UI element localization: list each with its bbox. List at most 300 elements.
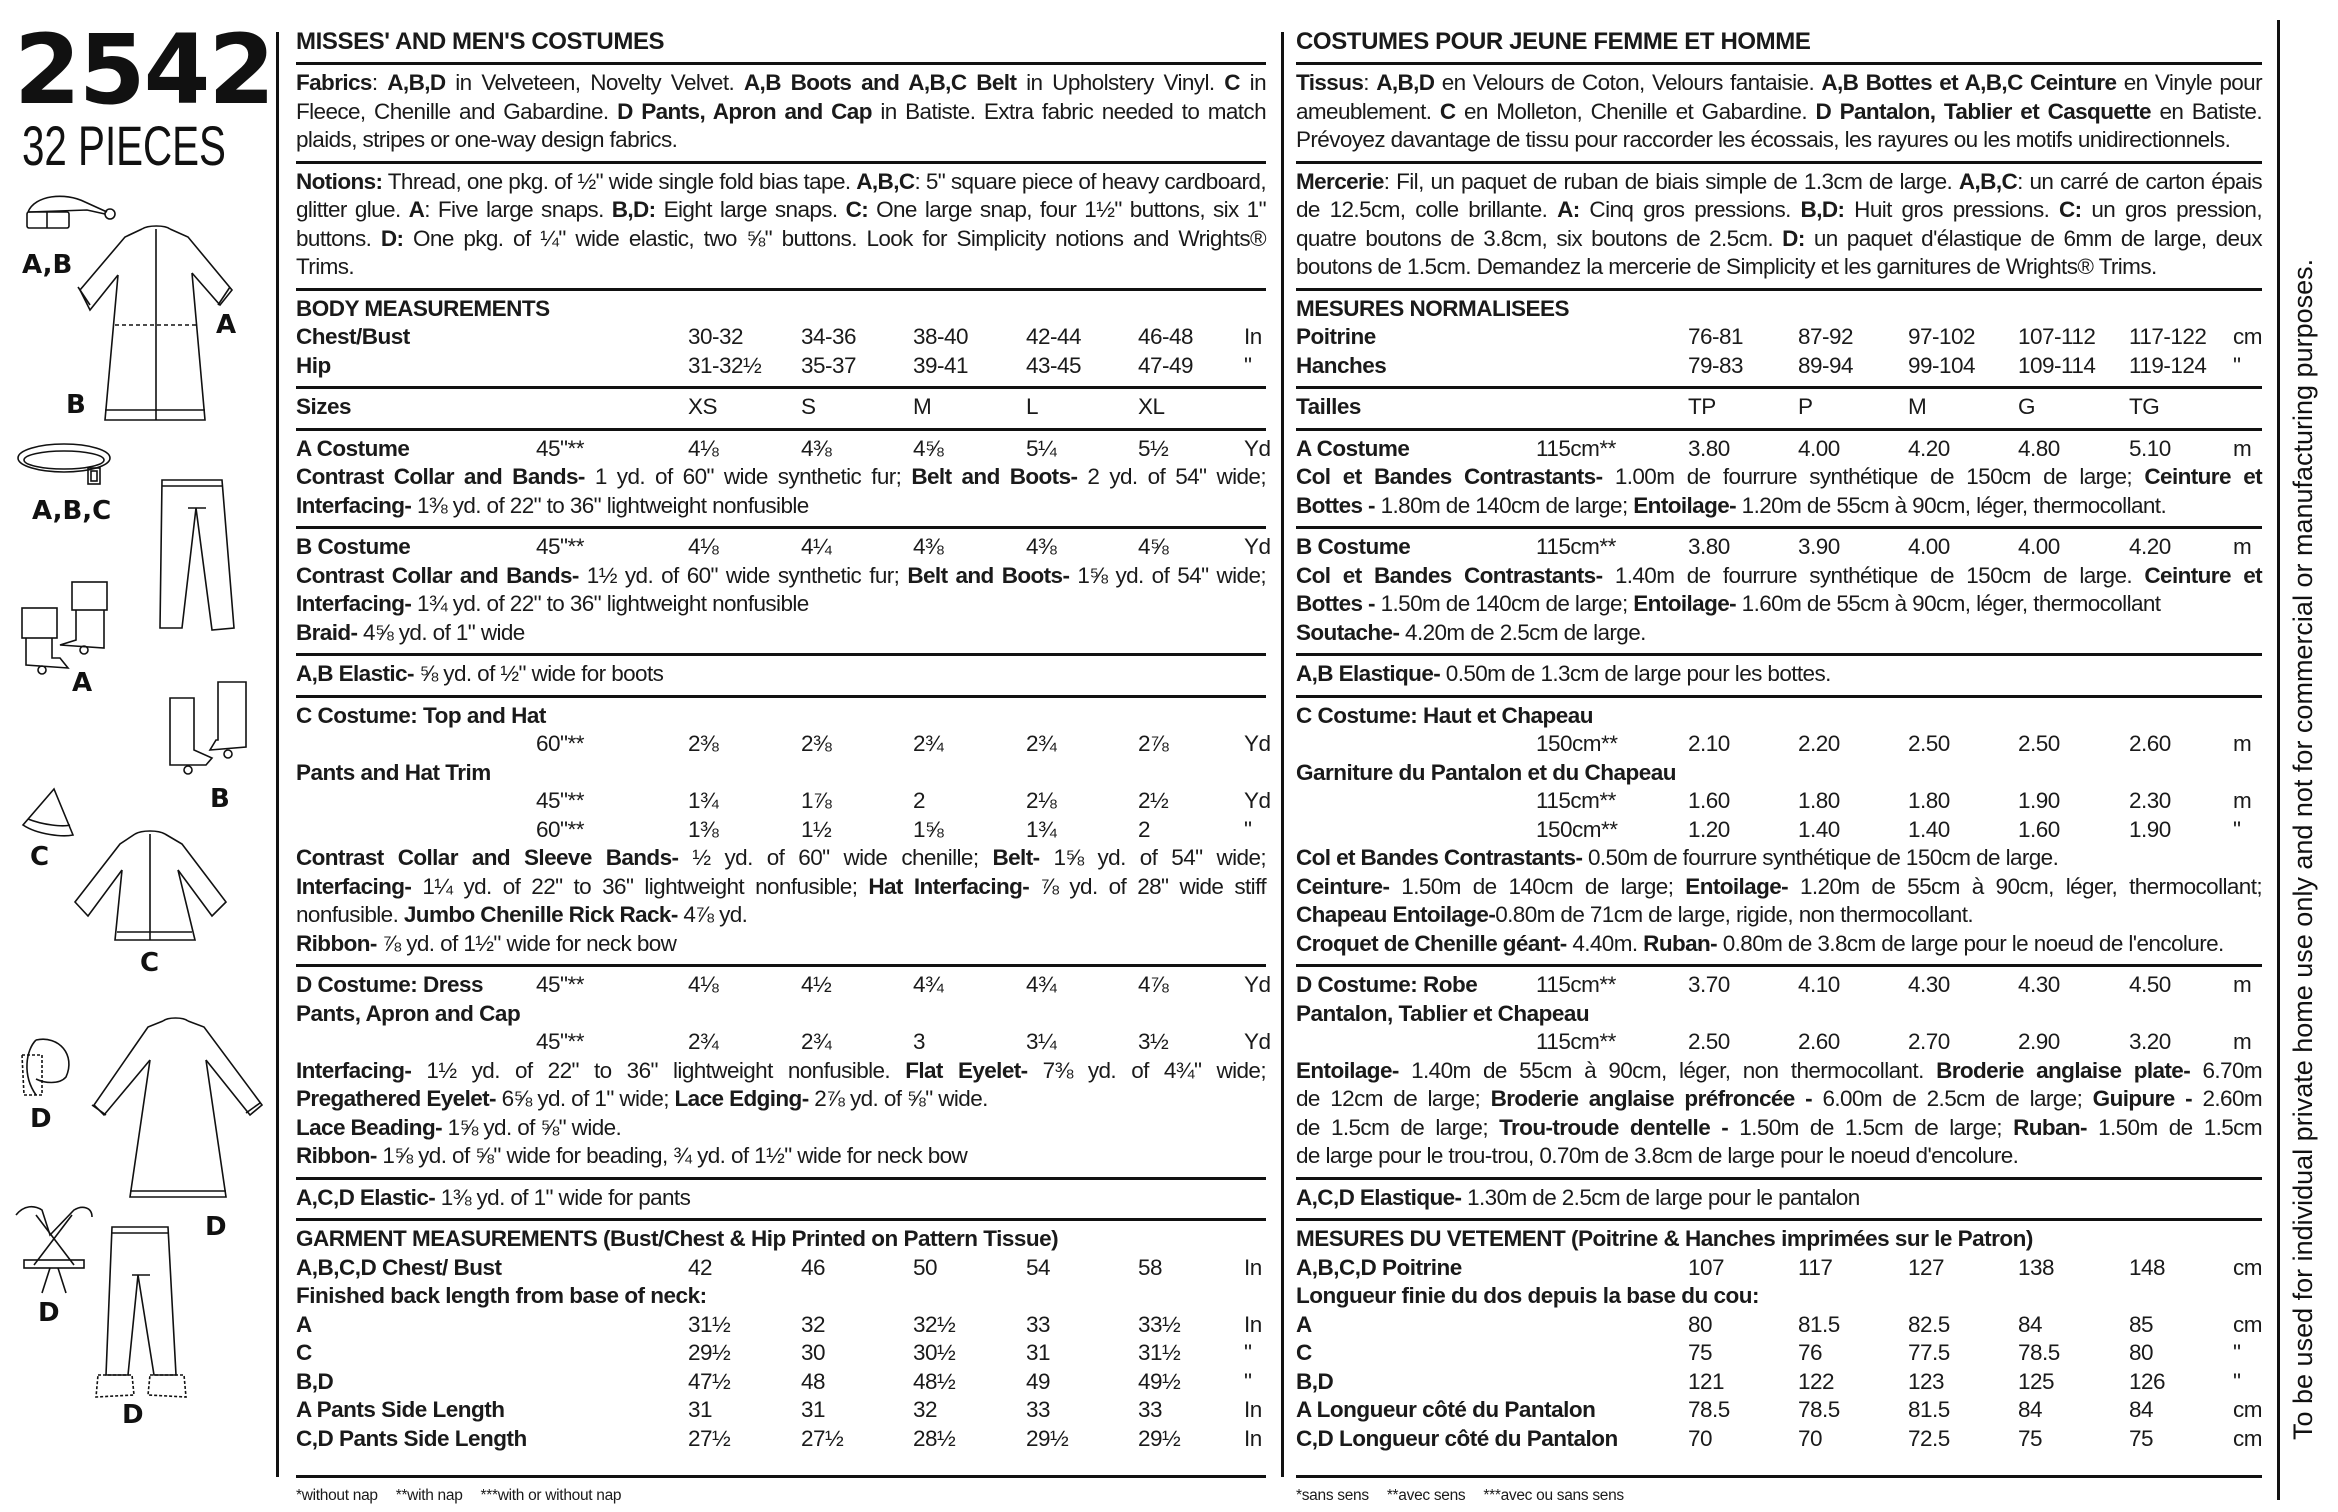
row-label: A,B,C,D Poitrine [1296,1254,1462,1280]
size-value: 4⅞ [1138,972,1169,997]
spec-term: Belt and Boots- [907,562,1070,588]
spec-term: A,C,D Elastique- [1296,1184,1462,1210]
pants-title [1296,1000,2262,1029]
row-label: Finished back length from base of neck: [296,1283,707,1308]
size-value: 28½ [913,1425,956,1451]
size-value: 1.40 [1798,816,1840,842]
yardage-row [296,816,1266,845]
size-value: 30 [801,1340,826,1365]
size-value: 4.00 [1908,534,1950,559]
size-value: 2 [1138,816,1151,842]
size-value: 4¾ [913,972,944,997]
yardage-row [1296,971,2262,1000]
spec-line [1296,660,2262,689]
yardage-row [1296,816,2262,845]
size-value: 76-81 [1688,324,1744,349]
row-label: A Costume [1296,435,1410,461]
size-value: 3.20 [2129,1029,2171,1054]
spec-text: 2.60m [2192,1086,2262,1111]
row-label: C Costume: Top and Hat [296,702,546,728]
spec-line [1296,619,2262,648]
measurement-row [296,1425,1266,1454]
size-value: 31 [1026,1340,1051,1365]
spec-text: 1⅝ yd. of ⅝" wide for beading, ¾ yd. of 1½" wide for neck bow [376,1143,968,1168]
unit: Yd [1244,731,1271,756]
unit: cm [2233,1254,2262,1280]
size-value: 99-104 [1908,352,1976,378]
size-value: 4¼ [801,534,832,559]
size-value: 2.10 [1688,731,1730,756]
section-title: MISSES' AND MEN'S COSTUMES [296,28,665,55]
size-value: 2.50 [1688,1029,1730,1054]
size-value: 33 [1138,1397,1163,1422]
size-value: 49½ [1138,1368,1181,1394]
size-value: 1⅞ [801,788,832,813]
measurement-row [1296,1368,2262,1397]
unit: Yd [1244,435,1271,461]
column-divider [1281,32,1284,1477]
view-label-belt: A,B,C [32,496,112,526]
measurement-row [1296,1425,2262,1454]
size-value: 4⅛ [688,534,719,559]
size-value: 2½ [1138,788,1169,813]
row-label: Tailles [1296,394,1361,419]
spec-line [296,873,1266,902]
row-label: Pants, Apron and Cap [296,1000,521,1026]
fabric-width: 115cm** [1536,1029,1616,1054]
size-value: M [913,394,932,419]
size-value: 1.80 [1908,788,1950,813]
unit: " [2233,816,2241,842]
size-value: 4¾ [1026,972,1057,997]
view-label-coat-b: B [66,390,86,420]
size-value: 107 [1688,1254,1725,1280]
size-value: 84 [2018,1311,2043,1337]
unit: In [1244,1311,1262,1337]
spec-text: ⅝ yd. of ½" wide for boots [413,661,664,686]
spec-term: Broderie anglaise plate- [1936,1057,2191,1083]
size-value: 2 [913,788,926,813]
spec-term: D: [380,225,404,251]
spec-text: in Upholstery Vinyl. [1016,70,1225,95]
measurement-row [296,1254,1266,1283]
fabric-width: 45"** [536,1029,585,1054]
size-value: 46-48 [1138,324,1194,349]
size-value: 2¾ [688,1029,719,1054]
spec-term: A,B,C [856,168,915,194]
pattern-number: 2542 [14,14,274,126]
column-divider [276,32,279,1477]
measurement-row [296,352,1266,381]
spec-text: 4⅞ yd. [677,902,748,927]
bonnet-illustration [14,1035,74,1105]
spec-term: A,B Elastique- [1296,661,1441,686]
size-value: 78.5 [1798,1397,1840,1422]
size-value: 32 [801,1311,826,1337]
size-value: 3.70 [1688,972,1730,997]
elf-top-illustration [70,830,230,955]
spec-text: un paquet d'élastique de 6mm de large, deux boutons de 1.5cm. Demandez la mercerie de Simplicity et les garnitures de Wrights® Trims. [1296,225,2262,279]
long-coat-illustration [70,225,240,435]
size-value: 4⅜ [913,534,944,559]
size-value: 5¼ [1026,435,1057,461]
spec-text: 1⅜ yd. of 22" to 36" lightweight nonfusible [411,492,809,518]
row-label: Longueur finie du dos depuis la base du cou: [1296,1283,1760,1308]
size-value: 85 [2129,1311,2154,1337]
size-value: 2.60 [2129,731,2171,756]
row-label: C [1296,1340,1312,1365]
spec-text: de large pour le trou-trou, 0.70m de 3.8cm de large pour le noeud d'encolure. [1296,1143,2019,1168]
size-value: 4½ [801,972,832,997]
view-label-cap-d: D [30,1104,52,1134]
unit: In [1244,1425,1262,1451]
spec-term: Mercerie [1296,168,1384,194]
spec-line [296,844,1266,873]
size-value: 76 [1798,1340,1823,1365]
measurement-row [296,323,1266,352]
row-label: C [296,1340,312,1365]
row-label: BODY MEASUREMENTS [296,295,550,321]
belt-illustration [16,440,116,495]
usage-disclaimer: To be used for individual private home use only and not for commercial or manufacturing purposes. [2288,258,2318,1440]
spec-text: de 12cm de large; [1296,1086,1491,1111]
measurement-row [1296,1311,2262,1340]
row-label: A Pants Side Length [296,1397,505,1422]
size-value: 84 [2018,1397,2043,1422]
size-row [296,389,1266,428]
unit: cm [2233,324,2262,349]
unit: cm [2233,1311,2262,1337]
row-label: B Costume [296,534,411,559]
costume-d [1296,967,2262,1177]
fabric-width: 115cm** [1536,534,1616,559]
row-label: D Costume: Dress [296,972,484,997]
spec-line [296,660,1266,689]
spec-term: A,B Elastic- [296,661,414,686]
spec-text: Cinq gros pressions. [1579,197,1801,222]
spec-line [1296,901,2262,930]
size-value: 4⅛ [688,972,719,997]
row-label: B Costume [1296,534,1411,559]
spec-term: B,D: [1800,197,1845,222]
row-label: Sizes [296,394,352,419]
fur-boots-illustration [20,580,115,685]
apron-illustration [14,1195,94,1305]
size-value: XS [688,394,718,419]
view-label-coat-a: A [216,310,237,340]
spec-line [1296,1184,2262,1213]
spec-term: Ribbon- [296,1143,377,1168]
spec-term: Broderie anglaise préfroncée - [1490,1086,1813,1111]
spec-text: 0.80m de 71cm de large, rigide, non thermocollant. [1495,902,1974,927]
illustration-column [0,0,275,1512]
size-value: 80 [2129,1340,2154,1365]
back-length-title [296,1282,1266,1311]
costume-c [296,698,1271,965]
spec-term: C [1439,98,1456,124]
size-value: 75 [1688,1340,1713,1365]
body-measurements [1296,291,2262,387]
row-label: GARMENT MEASUREMENTS (Bust/Chest & Hip Printed on Pattern Tissue) [296,1226,1059,1251]
spec-term: Hat Interfacing- [868,873,1030,899]
unit: " [1244,1368,1252,1394]
spec-text: 1.50m de 1.5cm [2086,1114,2262,1140]
spec-text: 7⅜ yd. of 4¾" wide; [1027,1057,1266,1083]
back-length-title [1296,1282,2262,1311]
acd-elastic [296,1180,1266,1219]
spec-term: D: [1782,225,1805,251]
size-value: 82.5 [1908,1311,1950,1337]
fabric-width: 45"** [536,435,585,461]
spec-text: 1½ yd. of 22" to 36" lightweight nonfusible. [411,1057,906,1083]
size-value: XL [1138,394,1165,419]
measurement-row [1296,323,2262,352]
yardage-row [296,971,1271,1000]
size-value: 2¾ [801,1029,832,1054]
size-value: 1¾ [688,788,719,813]
fabric-width: 150cm** [1536,731,1618,756]
spec-term: A [408,197,425,222]
fabric-width: 60"** [536,816,585,842]
spec-text: Thread, one pkg. of ½" wide single fold bias tape. [382,168,857,194]
spec-text: 4.40m. [1566,930,1644,956]
size-value: 42-44 [1026,324,1082,349]
spec-term: Fabrics [296,70,372,95]
acd-elastic [1296,1180,2262,1219]
unit: m [2233,731,2252,756]
spec-text: ½ yd. of 60" wide chenille; [678,845,993,870]
spec-term: Trou-troude dentelle - [1499,1114,1729,1140]
yardage-row [1296,787,2262,816]
spec-term: Ceinture et [2144,464,2263,489]
yardage-row [296,533,1271,562]
size-value: 3.90 [1798,534,1840,559]
spec-term: Ruban- [1643,930,1718,956]
size-value: 29½ [688,1340,731,1365]
size-value: 125 [2018,1368,2055,1394]
spec-term: Pregathered Eyelet- [296,1086,496,1111]
spec-text: Huit gros pressions. [1844,197,2060,222]
size-value: 5½ [1138,435,1169,461]
size-value: 3.80 [1688,534,1730,559]
spec-text: 1.80m de 140cm de large; [1374,492,1634,518]
spec-text: in Fleece, Chenille and Gabardine. [296,70,1266,124]
spec-text: 2 yd. of 54" wide; [1077,464,1266,489]
spec-term: A,B,D [1376,70,1435,95]
size-value: 4.20 [1908,435,1950,461]
size-value: 119-124 [2129,352,2207,378]
spec-text: 1.50m de 140cm de large; [1389,873,1686,899]
garment-measurements-title [296,1225,1266,1254]
spec-line [1296,873,2262,902]
pants-title [296,1000,1266,1029]
footnote-item: *without nap [296,1487,378,1504]
size-value: 75 [2129,1425,2154,1451]
trim-title [1296,759,2262,788]
spec-text: un gros pression, quatre boutons de 3.8cm, six boutons de 2.5cm. [1296,197,2262,251]
fabrics-paragraph [296,65,1266,161]
unit: In [1244,1397,1262,1422]
french-instructions [1296,28,2262,1506]
spec-text: 6.00m de 2.5cm de large; [1812,1086,2093,1111]
measurement-row [1296,352,2262,381]
spec-text: 2⅞ yd. of ⅝" wide. [808,1086,988,1111]
spec-line [1296,463,2262,492]
spec-text: 1.20m de 55cm à 90cm, léger, thermocollant. [1736,492,2167,518]
spec-line [296,619,1266,648]
size-value: 87-92 [1798,324,1854,349]
unit: m [2233,788,2252,813]
spec-line [296,901,1266,930]
size-value: 4.30 [1908,972,1950,997]
body-measurements [296,291,1266,387]
spec-term: Interfacing- [296,591,412,616]
size-value: 27½ [688,1425,731,1451]
fabric-width: 45"** [536,972,585,997]
size-value: 29½ [1138,1425,1181,1451]
size-value: 79-83 [1688,352,1744,378]
size-value: 50 [913,1254,938,1280]
spec-text: : Fil, un paquet de ruban de biais simple de 1.3cm de large. [1383,168,1959,194]
spec-line [1296,562,2262,591]
row-label: C,D Longueur côté du Pantalon [1296,1425,1618,1451]
size-value: 122 [1798,1368,1835,1394]
measurement-row [296,1396,1266,1425]
vinyl-boots-illustration [168,680,253,785]
spec-line [296,1057,1266,1086]
size-value: 148 [2129,1254,2166,1280]
spec-text: 1.60m de 55cm à 90cm, léger, thermocollant [1736,591,2161,616]
spec-text: en Molleton, Chenille et Gabardine. [1455,98,1816,124]
spec-term: Col et Bandes Contrastants- [1296,464,1603,489]
spec-term: Ribbon- [296,930,377,956]
size-value: 78.5 [2018,1340,2060,1365]
spec-text: 4.20m de 2.5cm de large. [1399,619,1646,645]
spec-term: C [1224,70,1240,95]
size-value: S [801,394,816,419]
size-value: 1½ [801,816,832,842]
size-value: 1¾ [1026,816,1057,842]
spec-line [1296,1142,2262,1171]
size-value: 32½ [913,1311,956,1337]
size-value: 42 [688,1254,713,1280]
measurement-row [296,1368,1266,1397]
costume-c-title [296,702,1266,731]
spec-term: C: [845,197,869,222]
spec-term: Interfacing- [296,873,412,899]
unit: m [2233,972,2252,997]
spec-term: Soutache- [1296,619,1400,645]
spec-line [1296,1114,2262,1143]
spec-term: A,B Boots and A,B,C Belt [743,70,1017,95]
spec-term: Tissus [1296,70,1364,95]
fabrics-paragraph [1296,65,2262,161]
size-value: G [2018,394,2036,419]
spec-text: 1.30m de 2.5cm de large pour le pantalon [1461,1184,1860,1210]
sizes-row [1296,393,2262,422]
spec-term: Jumbo Chenille Rick Rack- [403,902,678,927]
garment-measurements-title [1296,1225,2262,1254]
unit: In [1244,324,1262,349]
spec-term: Entoilage- [1633,591,1737,616]
size-value: 2.50 [2018,731,2060,756]
spec-text: Eight large snaps. [655,197,846,222]
size-value: 31-32½ [688,352,762,378]
spec-term: Entoilage- [1685,873,1789,899]
size-value: 2.60 [1798,1029,1840,1054]
row-label: Poitrine [1296,324,1376,349]
spec-line [1296,1085,2262,1114]
unit: " [2233,1368,2241,1394]
unit: m [2233,435,2252,461]
spec-line [296,1184,1266,1213]
view-label-apron-d: D [38,1298,60,1328]
measurement-row [296,1311,1266,1340]
spec-term: Ceinture- [1296,873,1390,899]
size-value: 2.90 [2018,1029,2060,1054]
size-value: 34-36 [801,324,857,349]
row-label: Pantalon, Tablier et Chapeau [1296,1000,1590,1026]
costume-d [296,967,1271,1177]
spec-text: : [1363,70,1377,95]
row-label: A Costume [296,435,410,461]
unit: cm [2233,1397,2262,1422]
spec-text: en Velours de Coton, Velours fantaisie. [1434,70,1822,95]
spec-text: ⅞ yd. of 28" wide stiff [1029,873,1266,899]
spec-text: : Five large snaps. [424,197,612,222]
size-value: 30-32 [688,324,744,349]
spec-text: 1⅝ yd. of 54" wide; [1069,562,1267,588]
size-value: 33 [1026,1311,1051,1337]
view-label-boots-a: A [72,668,93,698]
spec-text: 1.50m de 140cm de large; [1374,591,1634,616]
spec-term: C: [2059,197,2082,222]
spec-term: Bottes - [1296,591,1375,616]
section-title: COSTUMES POUR JEUNE FEMME ET HOMME [1296,28,1811,55]
size-value: 43-45 [1026,352,1082,378]
spec-term: Belt- [992,845,1040,870]
spec-line [296,463,1266,492]
size-value: 109-114 [2018,352,2096,378]
spec-term: Flat Eyelet- [905,1057,1028,1083]
spec-term: Ruban- [2013,1114,2087,1140]
spec-term: Entoilage- [1296,1057,1399,1083]
spec-term: Guipure - [2092,1086,2193,1111]
ruffled-pants-illustration [92,1225,192,1410]
fabric-width: 45"** [536,788,585,813]
spec-term: Notions: [296,168,383,194]
size-value: 38-40 [913,324,969,349]
size-value: 1.40 [1908,816,1950,842]
size-value: 4⅝ [913,435,944,461]
unit: " [1244,1340,1252,1365]
size-value: 2.20 [1798,731,1840,756]
size-value: 31 [801,1397,826,1422]
footnote-item: ***avec ou sans sens [1483,1487,1624,1504]
size-value: 89-94 [1798,352,1854,378]
spec-text: 1.00m de fourrure synthétique de 150cm de large; [1602,464,2145,489]
size-value: 70 [1688,1425,1713,1451]
footnote-item: ***with or without nap [480,1487,622,1504]
view-label-ab: A,B [22,250,73,280]
column-divider [2277,20,2280,1500]
row-label: MESURES DU VETEMENT (Poitrine & Hanches imprimées sur le Patron) [1296,1226,2033,1251]
view-label-hat-c: C [30,842,50,872]
row-label: A,B,C,D Chest/ Bust [296,1254,502,1280]
spec-term: Croquet de Chenille géant- [1296,930,1567,956]
piece-count: 32 PIECES [22,114,226,177]
size-value: 81.5 [1908,1397,1950,1422]
